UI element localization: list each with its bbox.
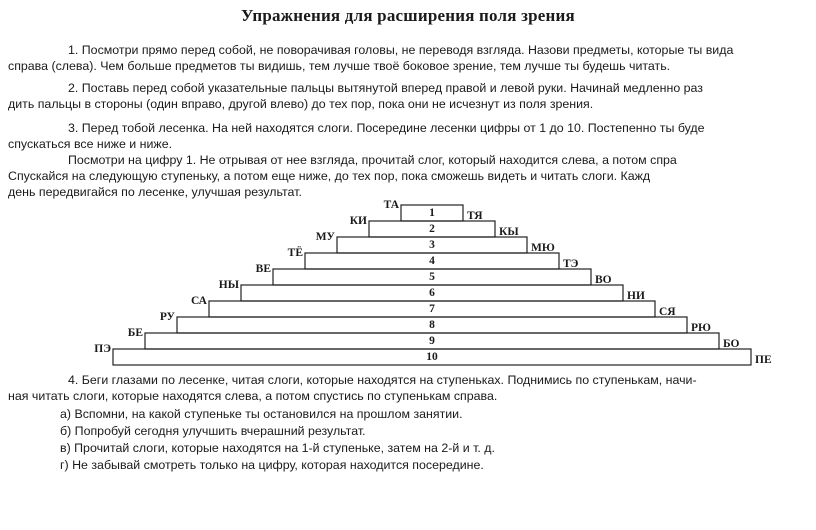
step-number: 3 <box>429 239 435 251</box>
ladder-step <box>113 349 751 365</box>
syllable-left: ПЭ <box>94 343 111 355</box>
exercise-1-line: справа (слева). Чем больше предметов ты видишь, тем лучше твоё боковое зрение, тем лучше ты будешь читать. <box>8 59 671 73</box>
syllable-left: ВЕ <box>255 263 271 275</box>
exercise-1-line: 1. Посмотри прямо перед собой, не поворачивая головы, не переводя взгляда. Назови предметы, которые ты вида <box>68 43 734 57</box>
exercise-4-line: ная читать слоги, которые находятся слева, а потом спустись по ступенькам справа. <box>8 389 498 403</box>
exercise-1 <box>8 42 814 74</box>
ladder-step <box>177 317 687 333</box>
syllable-left: РУ <box>159 311 175 323</box>
ladder-step <box>337 237 527 253</box>
step-number: 7 <box>429 303 435 315</box>
syllable-left: КИ <box>349 215 367 227</box>
step-number: 5 <box>429 271 435 283</box>
syllable-right: БО <box>723 338 740 350</box>
syllable-right: НИ <box>627 290 645 302</box>
ladder-step <box>273 269 591 285</box>
list-item: а) Вспомни, на какой ступеньке ты остановился на прошлом занятии. <box>60 407 463 421</box>
step-number: 4 <box>429 255 435 267</box>
step-number: 10 <box>426 351 438 363</box>
exercise-3-line: 3. Перед тобой лесенка. На ней находятся слоги. Посередине лесенки цифры от 1 до 10. Постепенно ты буде <box>68 121 705 135</box>
exercise-3-line: спускаться все ниже и ниже. <box>8 137 173 151</box>
syllable-right: СЯ <box>659 306 676 318</box>
exercise-3-line: день передвигайся по лесенке, улучшая результат. <box>8 185 302 199</box>
exercise-4-line: 4. Беги глазами по лесенке, читая слоги, которые находятся на ступеньках. Поднимись по ступенькам, начи- <box>68 373 697 387</box>
syllable-right: ПЕ <box>755 354 772 366</box>
exercise-3-line: Спускайся на следующую ступеньку, а потом еще ниже, до тех пор, пока сможешь видеть и читать слоги. Кажд <box>8 169 651 183</box>
syllable-right: КЫ <box>499 226 519 238</box>
ladder-step <box>241 285 623 301</box>
exercise-2-line: 2. Поставь перед собой указательные пальцы вытянутой вперед правой и левой руки. Начинай медленно раз <box>68 81 703 95</box>
syllable-left: ТА <box>383 199 399 211</box>
exercise-3-line: Посмотри на цифру 1. Не отрывая от нее взгляда, прочитай слог, который находится слева, а потом спра <box>68 153 677 167</box>
list-item: г) Не забывай смотреть только на цифру, которая находится посередине. <box>60 458 484 472</box>
step-number: 1 <box>429 207 435 219</box>
exercise-2 <box>8 80 814 112</box>
ladder-step <box>145 333 719 349</box>
syllable-right: ТЯ <box>467 210 483 222</box>
step-number: 2 <box>429 223 435 235</box>
syllable-left: МУ <box>315 231 335 243</box>
list-item: б) Попробуй сегодня улучшить вчерашний результат. <box>60 424 366 438</box>
exercise-3 <box>8 120 814 200</box>
exercise-4 <box>8 372 814 404</box>
step-number: 8 <box>429 319 435 331</box>
syllable-right: РЮ <box>691 322 711 334</box>
syllable-left: СА <box>190 295 207 307</box>
ladder-step <box>369 221 495 237</box>
syllable-left: БЕ <box>127 327 143 339</box>
step-number: 9 <box>429 335 435 347</box>
syllable-left: ТЁ <box>287 247 303 259</box>
page-title: Упражнения для расширения поля зрения <box>241 6 575 25</box>
exercise-2-line: дить пальцы в стороны (один вправо, другой влево) до тех пор, пока они не исчезнут из поля зрения. <box>8 97 594 111</box>
syllable-left: НЫ <box>218 279 239 291</box>
list-item: в) Прочитай слоги, которые находятся на 1-й ступеньке, затем на 2-й и т. д. <box>60 441 495 455</box>
syllable-right: ТЭ <box>563 258 579 270</box>
syllable-right: ВО <box>595 274 612 286</box>
exercise-4-items <box>60 406 800 474</box>
ladder-step <box>401 205 463 221</box>
ladder-step <box>209 301 655 317</box>
syllable-right: МЮ <box>531 242 555 254</box>
ladder-step <box>305 253 559 269</box>
step-number: 6 <box>429 287 435 299</box>
